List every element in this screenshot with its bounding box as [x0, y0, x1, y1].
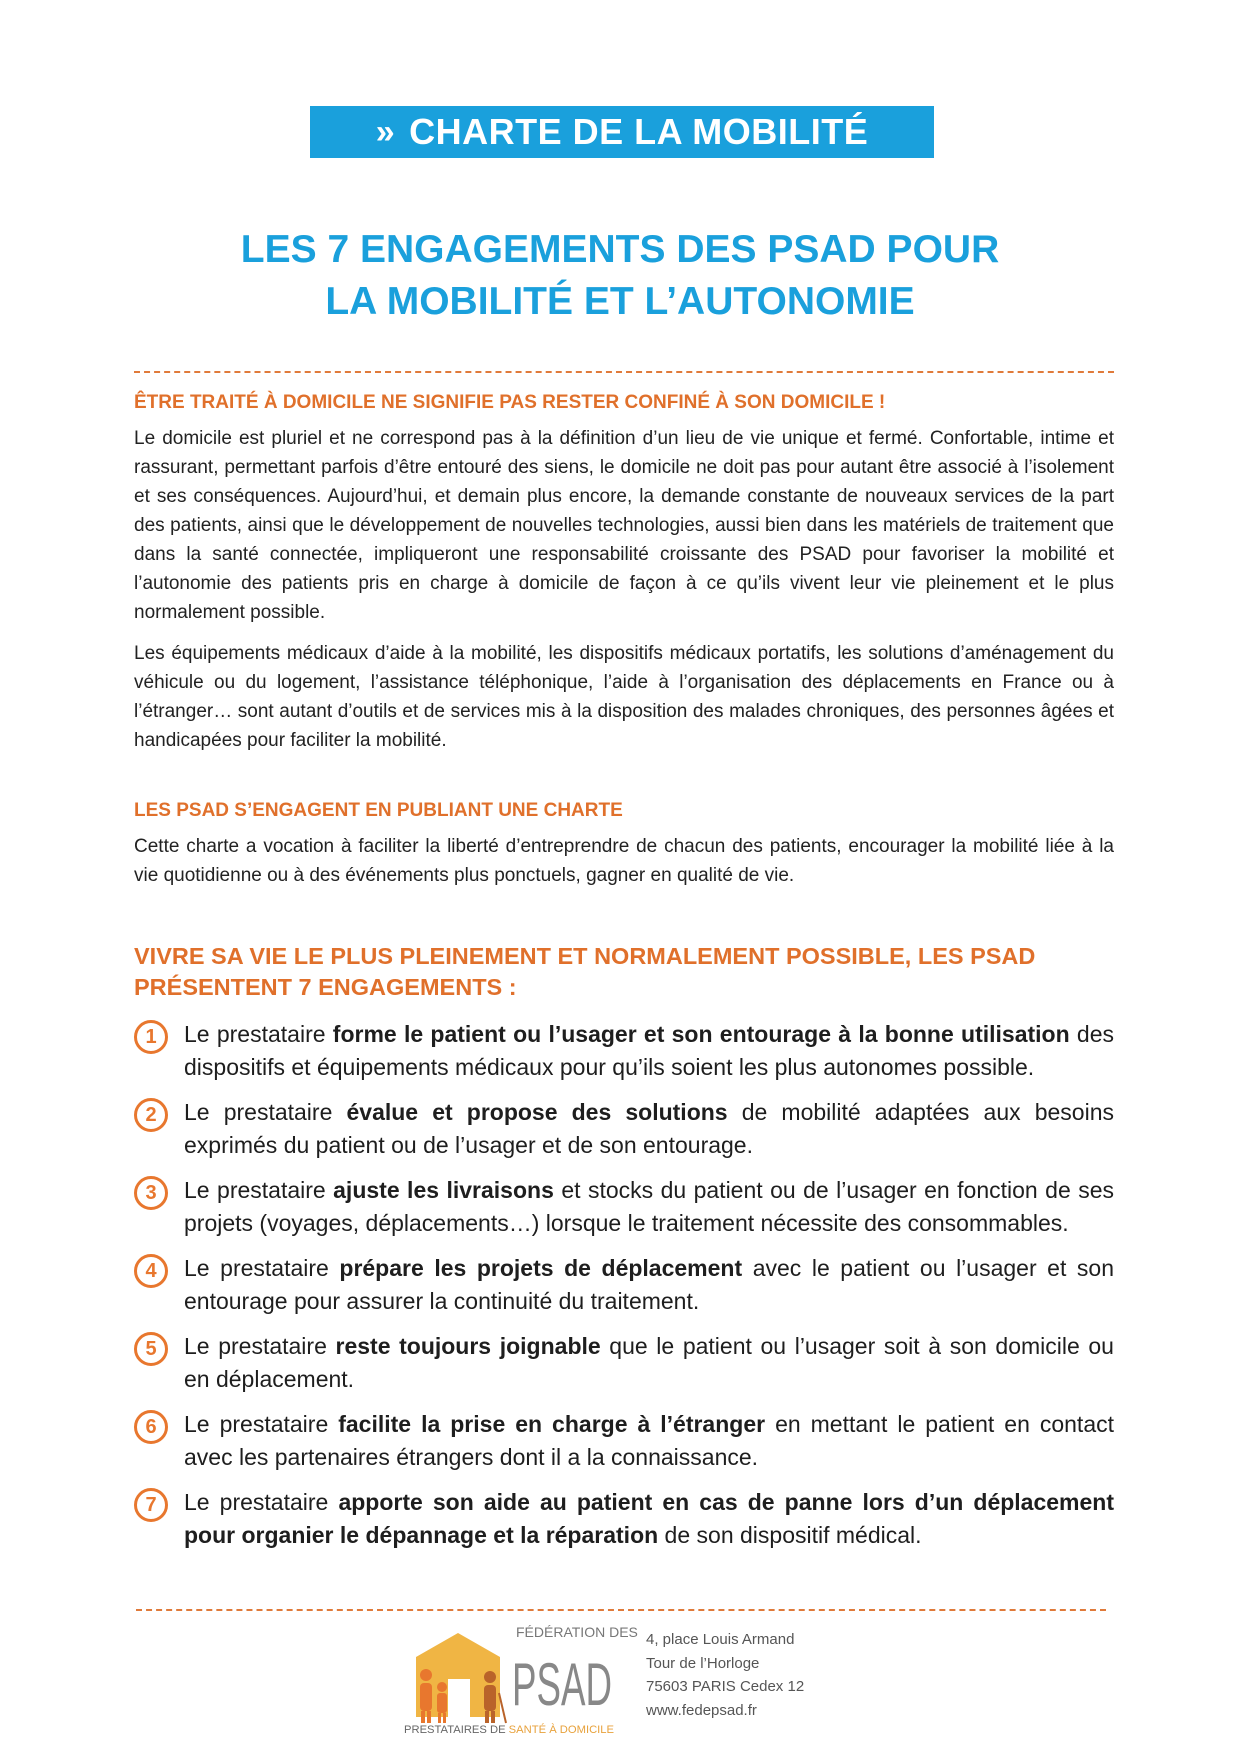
logo-main-text: PSAD: [512, 1651, 612, 1718]
engagement-item: [134, 1096, 1114, 1166]
number-7-icon: 7: [134, 1488, 168, 1522]
engagement-item: [134, 1252, 1114, 1322]
address-line: Tour de l’Horloge: [646, 1654, 760, 1672]
section1-paragraph2: Les équipements médicaux d’aide à la mobilité, les dispositifs médicaux portatifs, les solutions d’aménagement du véhicule ou du logement, l’assistance téléphonique, l’aide à l’organisation des déplacements en France ou à l’étranger… sont autant d’outils et de services mis à la disposition des malades chroniques, des personnes âgées et handicapées pour faciliter la mobilité.: [134, 643, 1114, 751]
engagement-item: [134, 1330, 1114, 1400]
number-4-icon: 4: [134, 1254, 168, 1288]
number-3-icon: 3: [134, 1176, 168, 1210]
engagements-heading-line-2: PRÉSENTENT 7 ENGAGEMENTS :: [134, 974, 517, 1000]
section1-heading: ÊTRE TRAITÉ À DOMICILE NE SIGNIFIE PAS RESTER CONFINÉ À SON DOMICILE !: [134, 392, 886, 413]
engagement-text: Le prestataire ajuste les livraisons et stocks du patient ou de l’usager en fonction de ses projets (voyages, déplacements…) lorsque le traitement nécessite des consommables.: [184, 1177, 1114, 1236]
address-line: 4, place Louis Armand: [646, 1631, 795, 1648]
page-title-line-1: LES 7 ENGAGEMENTS DES PSAD POUR: [240, 228, 1000, 271]
engagement-text: Le prestataire reste toujours joignable que le patient ou l’usager soit à son domicile ou en déplacement.: [184, 1333, 1114, 1392]
page-title-line-2: LA MOBILITÉ ET L’AUTONOMIE: [325, 280, 915, 323]
engagement-item: [134, 1174, 1114, 1244]
engagement-text: Le prestataire évalue et propose des solutions de mobilité adaptées aux besoins exprimés du patient ou de l’usager et de son entourage.: [184, 1099, 1115, 1158]
engagement-text: Le prestataire forme le patient ou l’usager et son entourage à la bonne utilisation des dispositifs et équipements médicaux pour qu’ils soient les plus autonomes possible.: [184, 1021, 1114, 1080]
number-6-icon: 6: [134, 1410, 168, 1444]
logo-top-text: FÉDÉRATION DES: [516, 1624, 638, 1640]
number-1-icon: 1: [134, 1020, 168, 1054]
engagement-item: [134, 1486, 1114, 1556]
engagement-text: Le prestataire prépare les projets de déplacement avec le patient ou l’usager et son entourage pour assurer la continuité du traitement.: [184, 1255, 1115, 1314]
engagement-text: Le prestataire facilite la prise en charge à l’étranger en mettant le patient en contact avec les partenaires étrangers dont il a la connaissance.: [184, 1411, 1115, 1470]
section2-heading: LES PSAD S’ENGAGENT EN PUBLIANT UNE CHARTE: [134, 800, 623, 821]
address-line: 75603 PARIS Cedex 12: [646, 1678, 805, 1695]
engagement-item: [134, 1408, 1114, 1478]
fedepsad-logo: [404, 1617, 638, 1736]
charter-banner: [310, 106, 934, 158]
footer-address: [646, 1628, 804, 1722]
logo-sub-text: PRESTATAIRES DE SANTÉ À DOMICILE: [404, 1724, 612, 1736]
engagement-item: [134, 1018, 1114, 1088]
banner-title: CHARTE DE LA MOBILITÉ: [409, 111, 869, 152]
chevron-icon: »: [375, 112, 396, 151]
divider-top: [134, 371, 1114, 373]
engagement-text: Le prestataire apporte son aide au patient en cas de panne lors d’un déplacement pour organier le dépannage et la réparation de son dispositif médical.: [184, 1489, 1115, 1548]
divider-bottom: [136, 1609, 1106, 1611]
number-5-icon: 5: [134, 1332, 168, 1366]
section1-paragraph1: Le domicile est pluriel et ne correspond pas à la définition d’un lieu de vie unique et fermé. Confortable, intime et rassurant, permettant parfois d’être entouré des siens, le domicile ne doit pas pour autant être associé à l’isolement et ses conséquences. Aujourd’hui, et demain plus encore, la demande constante de nouveaux services de la part des patients, ainsi que le développement de nouvelles technologies, aussi bien dans les matériels de traitement que dans la santé connectée, impliqueront une responsabilité croissante des PSAD pour favoriser la mobilité et l’autonomie des patients pris en charge à domicile de façon à ce qu’ils vivent leur vie pleinement et le plus normalement possible.: [134, 428, 1114, 623]
website-link[interactable]: www.fedepsad.fr: [646, 1701, 757, 1719]
engagements-heading-line-1: VIVRE SA VIE LE PLUS PLEINEMENT ET NORMALEMENT POSSIBLE, LES PSAD: [134, 943, 1036, 969]
number-2-icon: 2: [134, 1098, 168, 1132]
section2-paragraph: Cette charte a vocation à faciliter la liberté d’entreprendre de chacun des patients, encourager la mobilité liée à la vie quotidienne ou à des événements plus ponctuels, gagner en qualité de vie.: [134, 836, 1114, 886]
